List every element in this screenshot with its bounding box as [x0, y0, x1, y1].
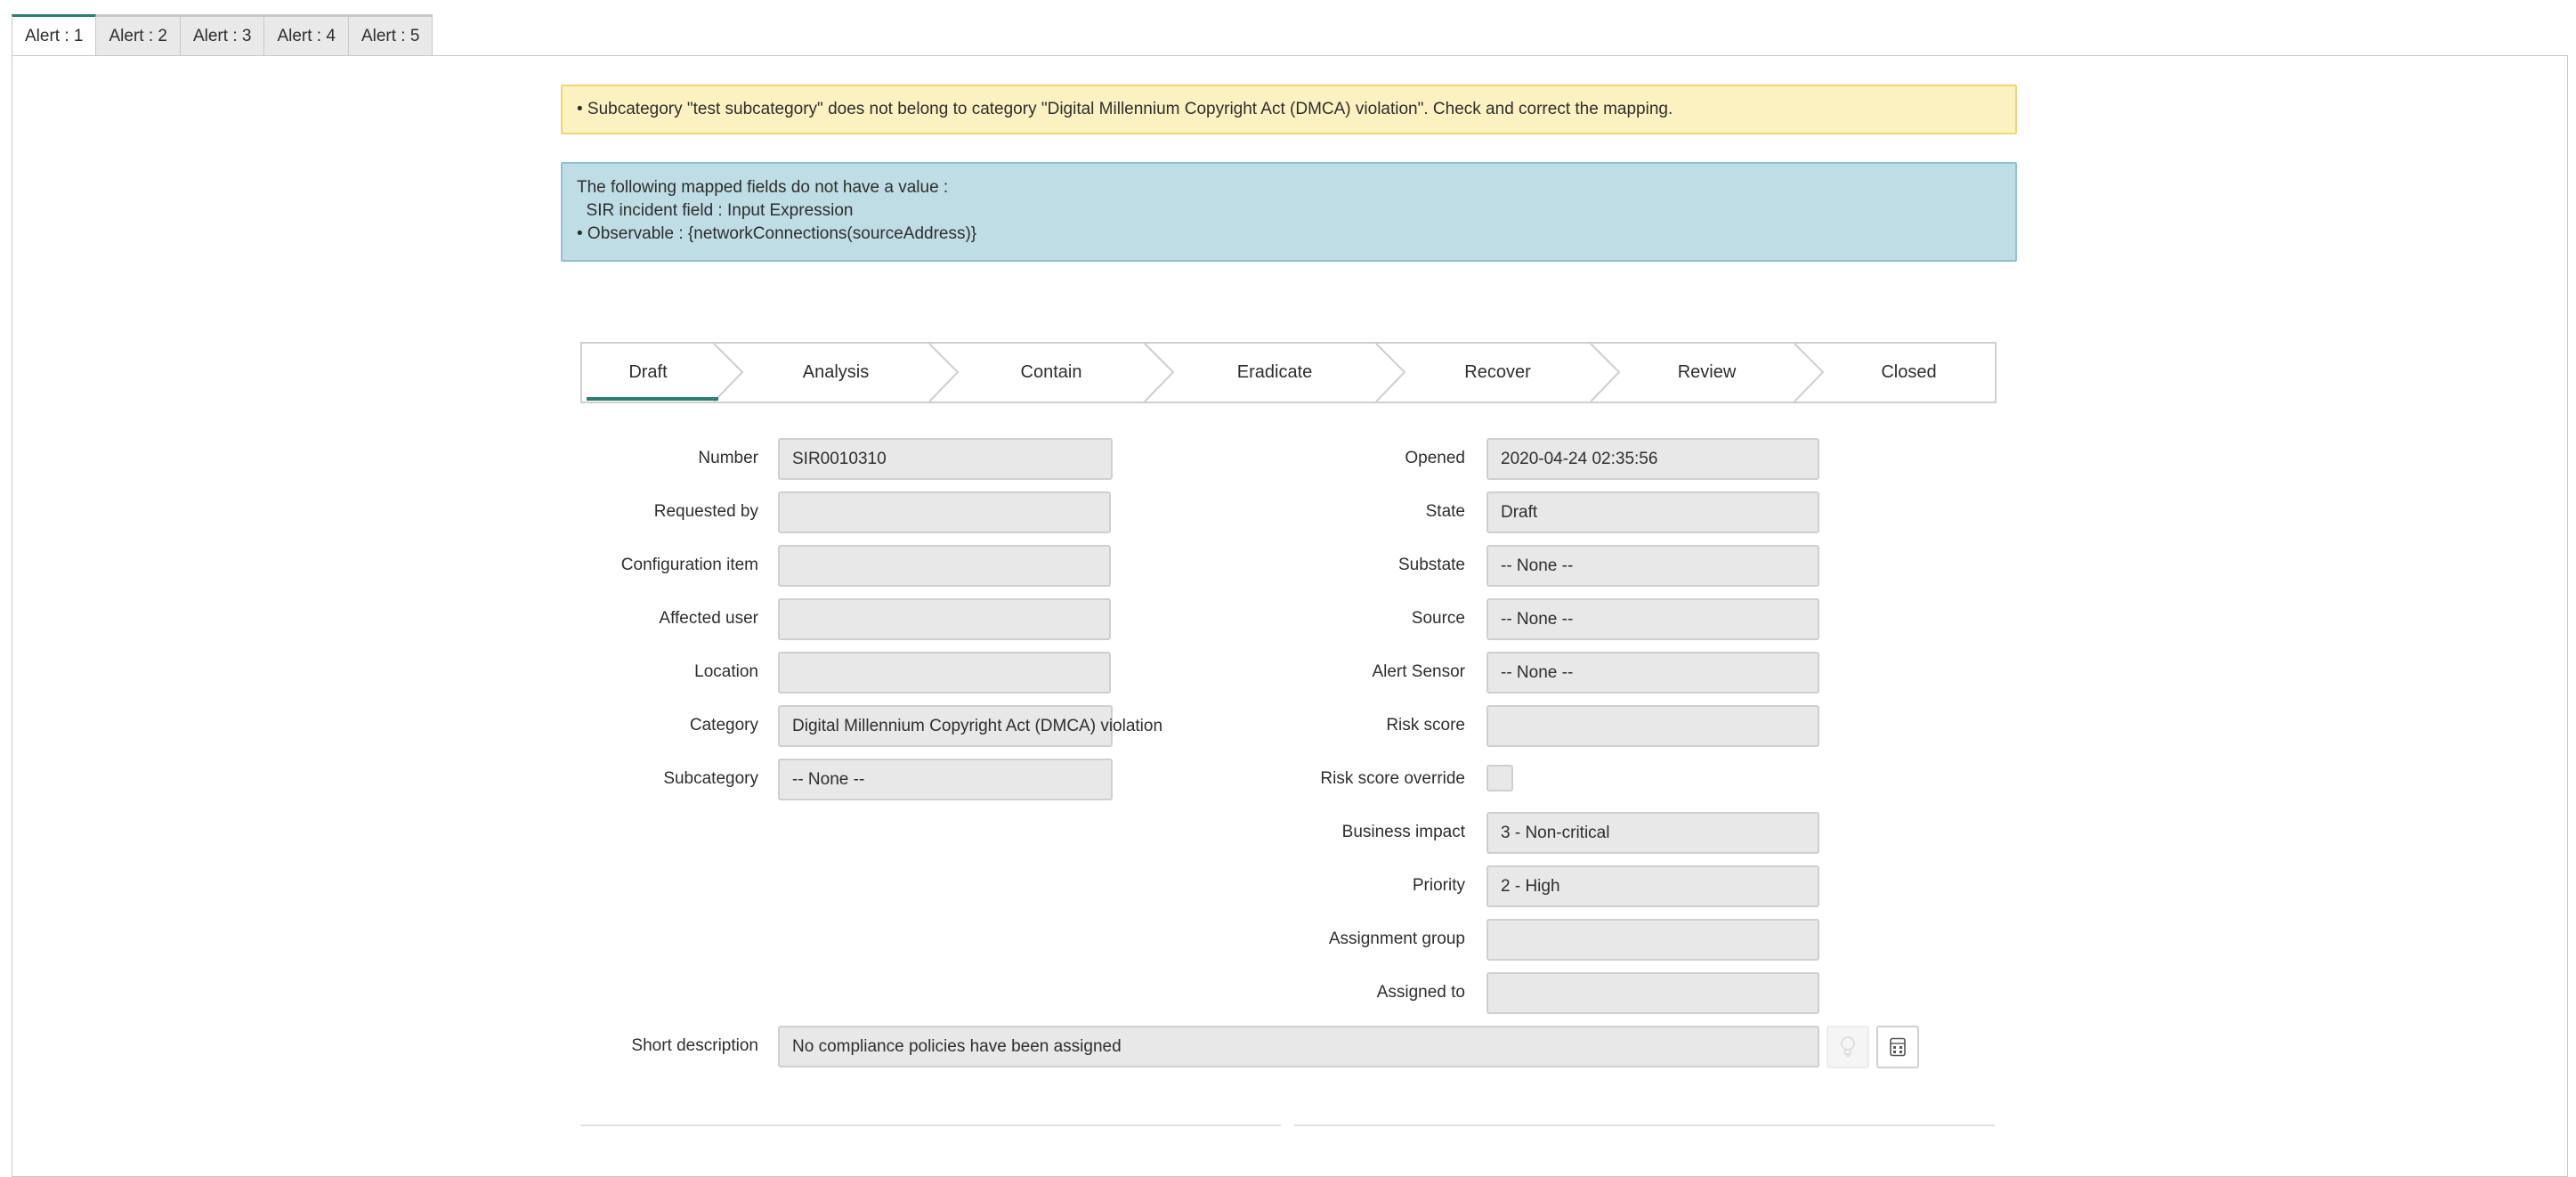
- current-step-indicator: [587, 397, 718, 401]
- substate-label: Substate: [1398, 556, 1465, 574]
- calculator-icon: [1889, 1037, 1907, 1057]
- assignment-group-field[interactable]: [1486, 919, 1819, 961]
- assignment-group-label: Assignment group: [1328, 929, 1465, 948]
- risk-score-override-label: Risk score override: [1320, 769, 1465, 788]
- alert-tabs: [12, 14, 433, 56]
- source-select[interactable]: -- None --: [1486, 598, 1819, 640]
- tab-alert-4[interactable]: Alert : 4: [264, 14, 348, 56]
- location-field[interactable]: [778, 652, 1111, 694]
- flow-step-analysis[interactable]: Analysis: [802, 362, 870, 382]
- priority-select[interactable]: 2 - High: [1486, 865, 1819, 907]
- category-select[interactable]: Digital Millennium Copyright Act (DMCA) violation: [778, 705, 1113, 747]
- short-description-field[interactable]: No compliance policies have been assigned: [778, 1026, 1819, 1067]
- configuration-item-field[interactable]: [778, 545, 1111, 587]
- flow-step-eradicate[interactable]: Eradicate: [1236, 362, 1313, 382]
- risk-score-label: Risk score: [1386, 716, 1465, 735]
- state-label: State: [1425, 502, 1465, 521]
- suggestion-button[interactable]: [1827, 1026, 1869, 1068]
- alert-sensor-label: Alert Sensor: [1372, 662, 1465, 681]
- flow-step-review[interactable]: Review: [1677, 362, 1737, 382]
- flow-step-recover[interactable]: Recover: [1464, 362, 1531, 382]
- tab-alert-1[interactable]: Alert : 1: [12, 14, 96, 56]
- priority-label: Priority: [1412, 876, 1465, 895]
- info-message: [561, 162, 2017, 262]
- lightbulb-icon: [1838, 1035, 1858, 1059]
- risk-score-override-checkbox[interactable]: [1486, 765, 1513, 791]
- warning-message: [561, 85, 2017, 134]
- opened-label: Opened: [1405, 449, 1465, 467]
- assigned-to-field[interactable]: [1486, 972, 1819, 1014]
- opened-field[interactable]: 2020-04-24 02:35:56: [1486, 438, 1819, 480]
- category-label: Category: [689, 716, 758, 735]
- process-flow: [580, 342, 1997, 403]
- location-label: Location: [694, 662, 758, 681]
- section-divider-left: [580, 1124, 1281, 1126]
- info-message-line: • Observable : {networkConnections(sourceAddress)}: [577, 224, 977, 243]
- business-impact-select[interactable]: 3 - Non-critical: [1486, 812, 1819, 854]
- warning-message-text: • Subcategory "test subcategory" does not belong to category "Digital Millennium Copyright Act (DMCA) violation". Check and correct the mapping.: [577, 100, 1673, 118]
- alert-sensor-select[interactable]: -- None --: [1486, 652, 1819, 694]
- risk-score-field[interactable]: [1486, 705, 1819, 747]
- source-label: Source: [1411, 609, 1465, 628]
- number-label: Number: [698, 449, 758, 467]
- affected-user-label: Affected user: [659, 609, 758, 628]
- assigned-to-label: Assigned to: [1376, 983, 1465, 1002]
- substate-select[interactable]: -- None --: [1486, 545, 1819, 587]
- number-field[interactable]: SIR0010310: [778, 438, 1113, 480]
- business-impact-label: Business impact: [1341, 823, 1465, 841]
- affected-user-field[interactable]: [778, 598, 1111, 640]
- requested-by-field[interactable]: [778, 491, 1111, 533]
- subcategory-select[interactable]: -- None --: [778, 759, 1113, 800]
- short-description-label: Short description: [631, 1036, 758, 1055]
- subcategory-label: Subcategory: [663, 769, 758, 788]
- state-select[interactable]: Draft: [1486, 491, 1819, 533]
- flow-step-contain[interactable]: Contain: [1020, 362, 1082, 382]
- section-divider-right: [1294, 1124, 1995, 1126]
- template-button[interactable]: [1876, 1026, 1919, 1068]
- tab-alert-5[interactable]: Alert : 5: [349, 14, 433, 56]
- configuration-item-label: Configuration item: [620, 556, 758, 574]
- tab-alert-3[interactable]: Alert : 3: [181, 14, 264, 56]
- tab-alert-2[interactable]: Alert : 2: [96, 14, 180, 56]
- info-message-line: The following mapped fields do not have a value :: [577, 178, 949, 197]
- requested-by-label: Requested by: [653, 502, 758, 521]
- flow-step-closed[interactable]: Closed: [1881, 362, 1937, 382]
- info-message-line: SIR incident field : Input Expression: [577, 201, 854, 220]
- flow-step-draft[interactable]: Draft: [628, 362, 668, 382]
